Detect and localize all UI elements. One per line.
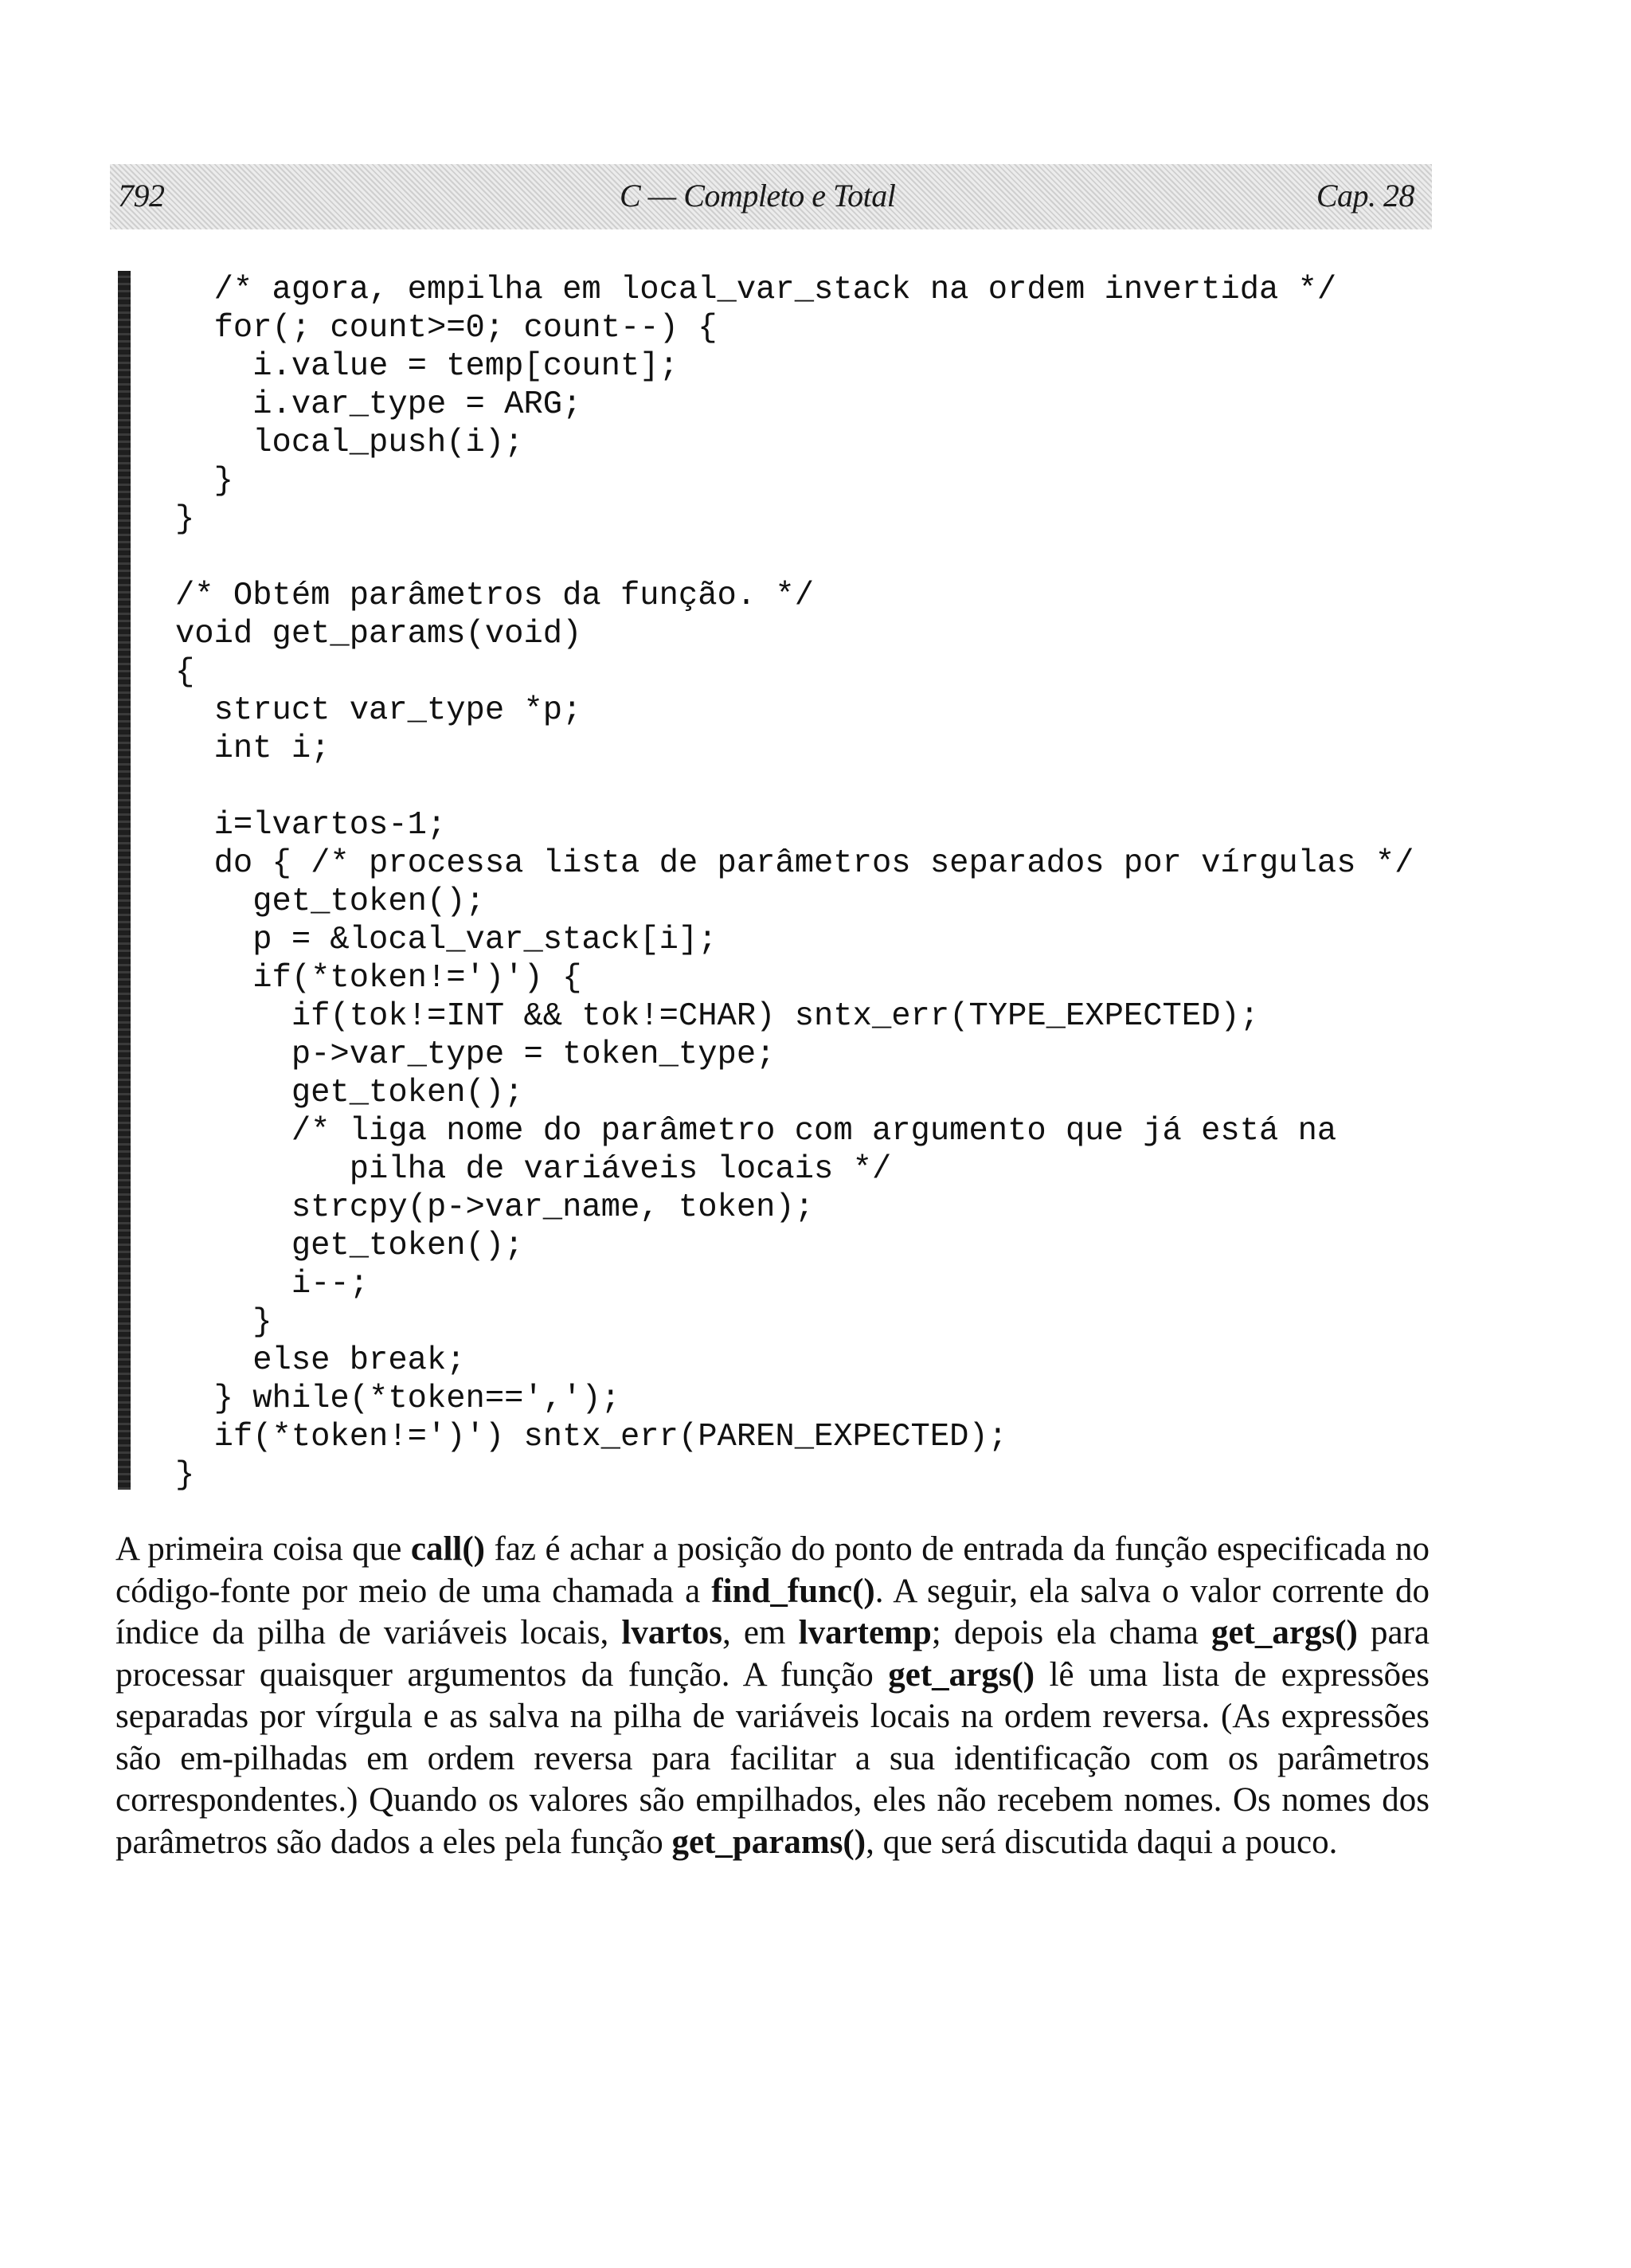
code-line: /* liga nome do parâmetro com argumento que já está na: [175, 1113, 1337, 1150]
code-line: get_token();: [175, 883, 485, 920]
book-title: C — Completo e Total: [620, 178, 896, 213]
code-line: [175, 539, 1449, 577]
paragraph-text: faz é achar a posição do ponto de entrada da função especificada no código-fonte por meio de uma chamada a: [115, 1530, 1430, 1610]
code-ref-get-args: get_args(): [1211, 1614, 1358, 1651]
code-line: i--;: [175, 1266, 370, 1302]
paragraph-text: , em: [722, 1614, 799, 1651]
code-line: }: [175, 1304, 272, 1341]
code-line: get_token();: [175, 1228, 524, 1264]
code-line: /* Obtém parâmetros da função. */: [175, 578, 815, 614]
paragraph-text: , que será discutida daqui a pouco.: [866, 1823, 1338, 1861]
code-line: local_push(i);: [175, 425, 524, 461]
code-line: i.var_type = ARG;: [175, 386, 582, 423]
body-paragraph: [115, 1529, 1430, 1863]
code-line: if(*token!=')') sntx_err(PAREN_EXPECTED);: [175, 1419, 1008, 1455]
code-line: i=lvartos-1;: [175, 807, 447, 844]
code-line: p = &local_var_stack[i];: [175, 922, 718, 958]
code-line: pilha de variáveis locais */: [175, 1151, 892, 1188]
paragraph-text: . A seguir, ela salva o valor corrente do índice da pilha de variáveis locais,: [115, 1572, 1430, 1651]
code-line: if(*token!=')') {: [175, 960, 582, 997]
code-line: }: [175, 463, 233, 499]
code-ref-find-func: find_func(): [711, 1572, 875, 1610]
code-line: if(tok!=INT && tok!=CHAR) sntx_err(TYPE_EXPECTED);: [175, 998, 1260, 1035]
chapter-label: Cap. 28: [1316, 178, 1414, 213]
paragraph-text: para processar quaisquer argumentos da função. A função: [115, 1614, 1430, 1694]
code-ref-call: call(): [410, 1530, 485, 1568]
code-line: }: [175, 1457, 195, 1494]
code-line: void get_params(void): [175, 616, 582, 652]
code-line: do { /* processa lista de parâmetros separados por vírgulas */: [175, 845, 1414, 882]
code-line: int i;: [175, 731, 331, 767]
code-ref-get-params: get_params(): [671, 1823, 866, 1861]
code-line: [175, 768, 1449, 806]
code-line: i.value = temp[count];: [175, 348, 679, 385]
code-line: else break;: [175, 1342, 466, 1379]
paragraph-text: lê uma lista de expressões separadas por vírgula e as salva na pilha de variáveis locais na ordem reversa. (As expressões são em-pilhadas em ordem reversa para facilitar a sua identificação com os parâmetros correspondentes.) Quando os valores são empilhados, eles não recebem nomes. Os nomes dos parâmetros são dados a eles pela função: [115, 1655, 1430, 1861]
code-line: for(; count>=0; count--) {: [175, 310, 718, 347]
code-line: struct var_type *p;: [175, 692, 582, 729]
code-line: strcpy(p->var_name, token);: [175, 1189, 815, 1226]
code-line: }: [175, 501, 195, 538]
code-line: } while(*token==',');: [175, 1381, 620, 1417]
code-line: {: [175, 654, 195, 691]
code-line: get_token();: [175, 1075, 524, 1111]
code-ref-lvartos: lvartos: [621, 1614, 723, 1651]
code-listing: [175, 271, 1449, 1494]
page-number: 792: [118, 178, 165, 213]
code-line: p->var_type = token_type;: [175, 1036, 776, 1073]
running-header: [110, 164, 1432, 229]
code-ref-get-args: get_args(): [888, 1655, 1035, 1694]
code-ref-lvartemp: lvartemp: [798, 1614, 932, 1651]
code-line: /* agora, empilha em local_var_stack na ordem invertida */: [175, 272, 1337, 308]
paragraph-text: ; depois ela chama: [931, 1614, 1211, 1651]
paragraph-text: A primeira coisa que: [115, 1530, 411, 1568]
code-margin-bar: [118, 271, 131, 1490]
